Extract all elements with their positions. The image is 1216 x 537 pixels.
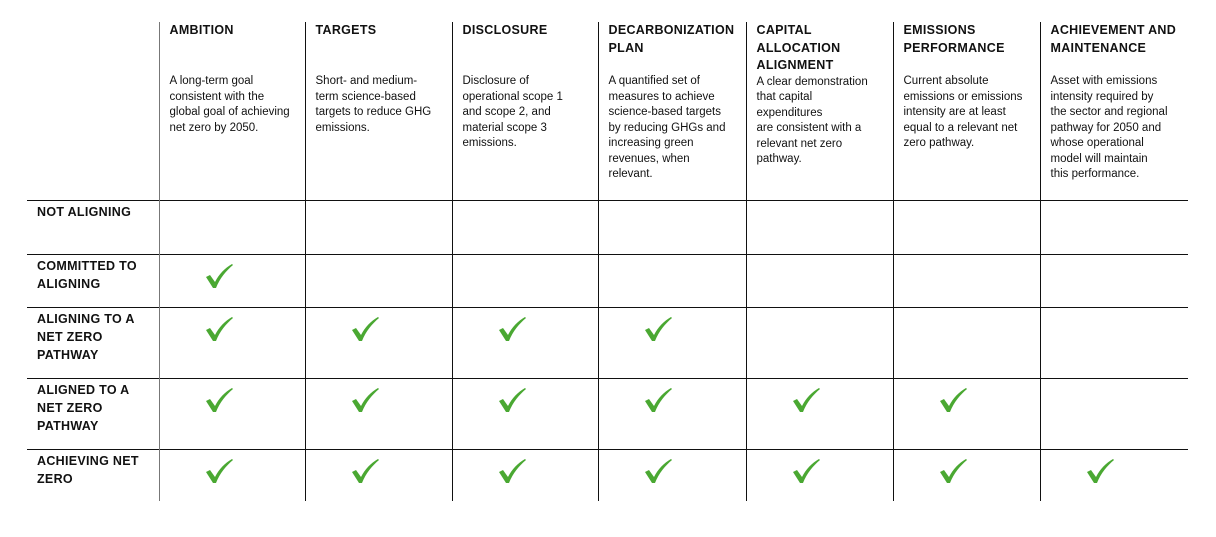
column-header — [159, 22, 305, 201]
status-cell — [305, 201, 452, 255]
status-cell — [452, 450, 598, 501]
row-label: ALIGNED TO A NET ZERO PATHWAY — [27, 379, 159, 450]
row-label: ACHIEVING NET ZERO — [27, 450, 159, 501]
status-cell — [746, 255, 893, 308]
checkmark-icon — [205, 263, 233, 289]
column-description: A long-term goal consistent with the global goal of achieving net zero by 2050. — [169, 75, 290, 134]
status-cell — [1040, 379, 1188, 450]
status-cell — [159, 379, 305, 450]
column-title: ACHIEVEMENT AND MAINTENANCE — [1050, 23, 1177, 55]
checkmark-icon — [792, 387, 820, 413]
column-description: A clear demonstration that capital expenditures are consistent with a relevant net zero pathway. — [756, 75, 868, 165]
row-label: COMMITTED TO ALIGNING — [27, 255, 159, 308]
column-title: TARGETS — [315, 23, 377, 37]
column-header — [305, 22, 452, 201]
checkmark-icon — [205, 316, 233, 342]
checkmark-icon — [351, 387, 379, 413]
status-cell — [1040, 255, 1188, 308]
status-cell — [746, 450, 893, 501]
status-cell — [893, 450, 1040, 501]
status-cell — [1040, 450, 1188, 501]
status-cell — [598, 255, 746, 308]
status-cell — [305, 450, 452, 501]
table-row — [27, 201, 1188, 255]
status-cell — [893, 201, 1040, 255]
column-description: Short- and medium- term science-based targets to reduce GHG emissions. — [315, 75, 432, 134]
table-row — [27, 255, 1188, 308]
table-row — [27, 308, 1188, 379]
checkmark-icon — [792, 458, 820, 484]
column-description: A quantified set of measures to achieve science-based targets by reducing GHGs and increasing green revenues, when relevant. — [608, 75, 726, 180]
column-title: DECARBONIZATION PLAN — [608, 23, 735, 55]
status-cell — [159, 201, 305, 255]
column-header — [598, 22, 746, 201]
table-row — [27, 379, 1188, 450]
column-title: EMISSIONS PERFORMANCE — [903, 23, 1005, 55]
status-cell — [1040, 308, 1188, 379]
checkmark-icon — [644, 458, 672, 484]
status-cell — [305, 379, 452, 450]
checkmark-icon — [1086, 458, 1114, 484]
checkmark-icon — [205, 387, 233, 413]
header-row — [27, 22, 1188, 201]
status-cell — [598, 201, 746, 255]
status-cell — [452, 201, 598, 255]
status-cell — [159, 255, 305, 308]
checkmark-icon — [498, 387, 526, 413]
status-cell — [598, 308, 746, 379]
checkmark-icon — [939, 458, 967, 484]
checkmark-icon — [351, 316, 379, 342]
status-cell — [746, 379, 893, 450]
status-cell — [452, 255, 598, 308]
row-label: ALIGNING TO A NET ZERO PATHWAY — [27, 308, 159, 379]
column-header — [746, 22, 893, 201]
row-label: NOT ALIGNING — [27, 201, 159, 255]
column-header — [452, 22, 598, 201]
status-cell — [1040, 201, 1188, 255]
status-cell — [598, 379, 746, 450]
checkmark-icon — [644, 316, 672, 342]
status-cell — [893, 308, 1040, 379]
checkmark-icon — [205, 458, 233, 484]
column-description: Asset with emissions intensity required by the sector and regional pathway for 2050 and whose operational model will maintain this performance. — [1050, 75, 1168, 180]
status-cell — [598, 450, 746, 501]
status-cell — [893, 255, 1040, 308]
checkmark-icon — [498, 458, 526, 484]
column-title: CAPITAL ALLOCATION ALIGNMENT — [756, 23, 841, 72]
column-description: Current absolute emissions or emissions intensity are at least equal to a relevant net zero pathway. — [903, 75, 1023, 149]
checkmark-icon — [351, 458, 379, 484]
checkmark-icon — [498, 316, 526, 342]
status-cell — [305, 255, 452, 308]
checkmark-icon — [644, 387, 672, 413]
status-cell — [159, 450, 305, 501]
column-header — [893, 22, 1040, 201]
column-header — [1040, 22, 1188, 201]
checkmark-icon — [939, 387, 967, 413]
status-cell — [746, 201, 893, 255]
table-row — [27, 450, 1188, 501]
status-cell — [452, 379, 598, 450]
status-cell — [159, 308, 305, 379]
status-cell — [893, 379, 1040, 450]
status-cell — [452, 308, 598, 379]
status-cell — [746, 308, 893, 379]
column-title: AMBITION — [169, 23, 234, 37]
status-cell — [305, 308, 452, 379]
net-zero-alignment-table — [27, 22, 1188, 501]
corner-cell — [27, 22, 159, 201]
column-description: Disclosure of operational scope 1 and scope 2, and material scope 3 emissions. — [462, 75, 563, 149]
column-title: DISCLOSURE — [462, 23, 548, 37]
